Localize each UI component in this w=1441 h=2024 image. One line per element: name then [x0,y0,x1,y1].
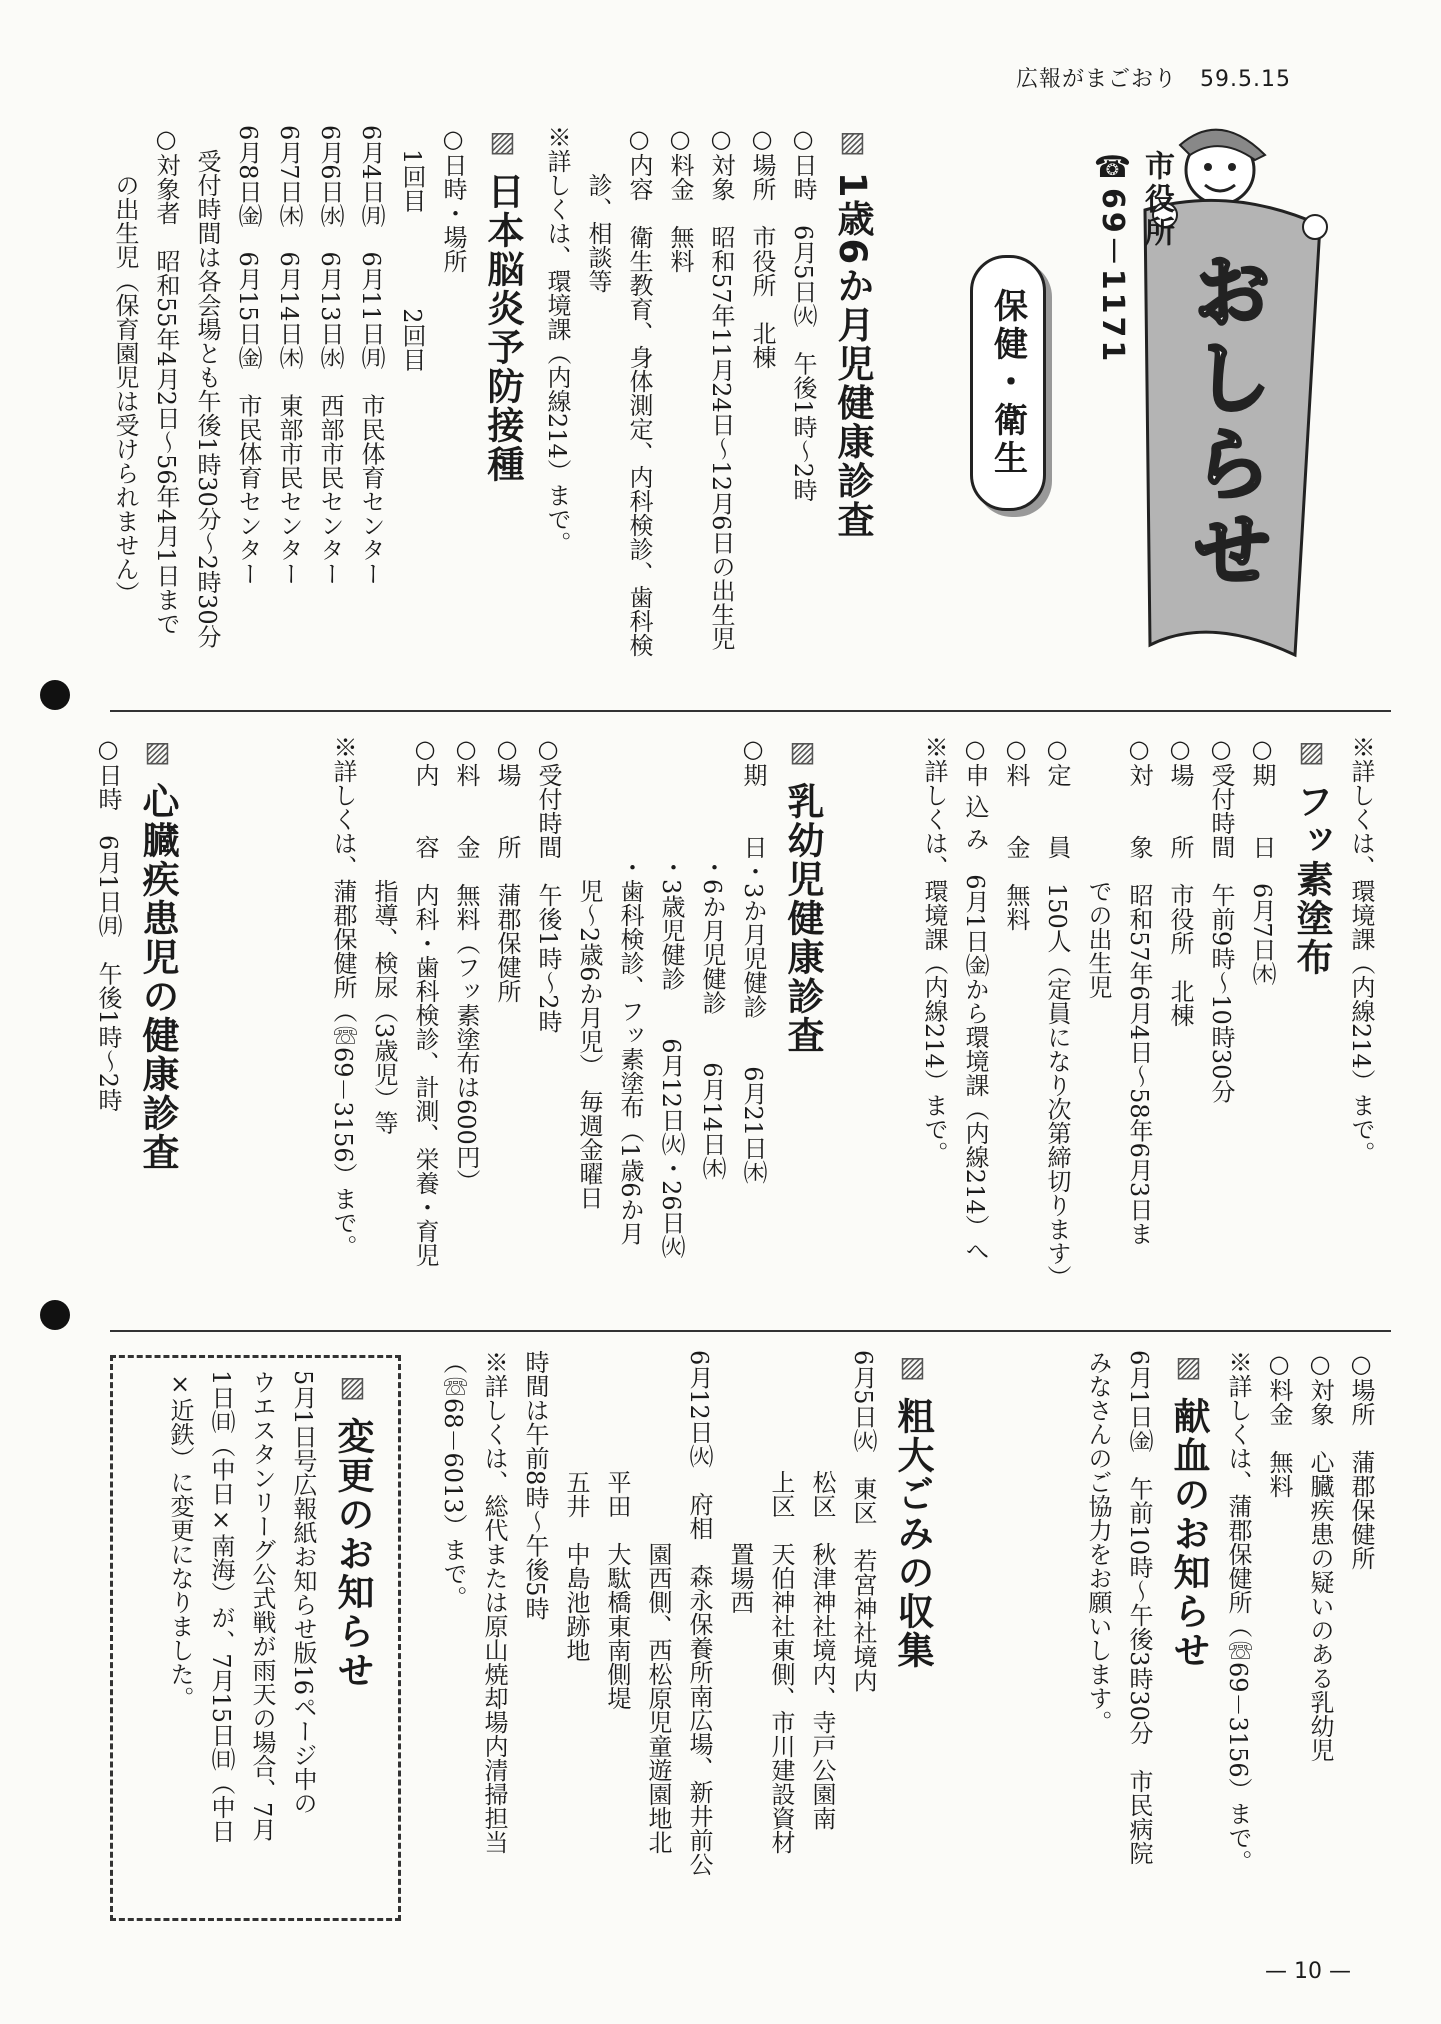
section-line: 5月1日号広報紙お知らせ版16ページ中の [289,1370,317,1816]
section-line: 6月12日㈫ 府相 森永保養所南広場、新井前公 [685,1350,713,1876]
section-line: ○対象者 昭和55年4月2日～56年4月1日まで [152,125,180,636]
section-line: ・歯科検診、フッ素塗布（1歳6か月 [616,735,644,1246]
section-encephalitis-vaccine [104,125,531,695]
section-line: ○内 容 内科・歯科検診、計測、栄養・育児 [411,735,439,1267]
section-line: ○場所 市役所 北棟 [748,125,776,369]
section-line: 6月6日㈬ 6月13日㈬ 西部市民センター [316,125,344,586]
section-line: ○対 象 昭和57年6月4日～58年6月3日ま [1125,735,1153,1246]
section-line: ウエスタンリーグ公式戦が雨天の場合、7月 [248,1370,276,1842]
section-line: （☏68－6013）まで。 [439,1350,467,1610]
section-line: ○内容 衛生教育、身体測定、内科検診、歯科検 [625,125,653,657]
section-heart-checkup [87,735,186,1315]
page-header: 広報がまごおり 59.5.15 [1016,67,1291,92]
section-line: 6月1日㈮ 午前10時～午後3時30分 市民病院 [1125,1350,1153,1865]
section-line: ※詳しくは、環境課（内線214）まで。 [920,735,948,1165]
banner-title: おしらせ [1179,250,1272,594]
section-line: ○対象 心臓疾患の疑いのある乳幼児 [1306,1350,1334,1762]
section-title: ▨ 変更のお知らせ [323,1370,381,1910]
section-line: 指導、検尿（3歳児）等 [370,735,398,1135]
section-line: 五井 中島池跡地 [562,1350,590,1662]
section-line: ○料 金 無料（フッ素塗布は600円） [452,735,480,1193]
section-line: 1日㈰（中日×南海）が、7月15日㈰（中日 [207,1370,235,1844]
section-line: ○料 金 無料 [1002,735,1030,931]
section-line: ○場 所 市役所 北棟 [1166,735,1194,1027]
office-name: 市役所 [1139,150,1174,249]
section-line: 6月5日㈫ 東区 若宮神社境内 [849,1350,877,1693]
divider [110,1330,1391,1332]
section-line: ○対象 昭和57年11月24日～12月6日の出生児 [707,125,735,651]
section-line: 6月4日㈪ 6月11日㈪ 市民体育センター [357,125,385,586]
section-change-notice [159,1370,381,1910]
section-line: 松区 秋津神社境内、寺戸公園南 [808,1350,836,1830]
category-label: 保健・衛生 [987,288,1028,478]
section-line: ○日時 6月5日㈫ 午後1時～2時 [789,125,817,503]
office-phone: ☎69－1171 [1095,150,1130,365]
section-line: の出生児（保育園児は受けられません） [111,125,139,605]
section-line: 診、相談等 [584,125,612,293]
section-title: ▨ 献血のお知らせ [1159,1350,1217,1930]
section-line: ○期 日・3か月児健診 6月21日㈭ [739,735,767,1185]
section-line: 児～2歳6か月児） 毎週金曜日 [575,735,603,1210]
binder-hole [40,680,70,710]
section-line: ・3歳児健診 6月12日㈫・26日㈫ [657,735,685,1259]
office-info [1090,150,1178,364]
section-line: ※詳しくは、環境課（内線214）まで。 [543,125,571,555]
section-title: ▨ 心臓疾患児の健康診査 [128,735,186,1315]
section-line: ○期 日 6月7日㈭ [1248,735,1276,986]
section-line: ○定 員 150人（定員になり次第締切ります） [1043,735,1071,1289]
section-fluoride [913,735,1381,1315]
binder-hole [40,1300,70,1330]
page-number: — 10 — [1265,1959,1351,1984]
section-line: 6月7日㈭ 6月14日㈭ 東部市民センター [275,125,303,586]
section-line: 園西側、西松原児童遊園地北 [644,1350,672,1854]
section-line: 平田 大駄橋東南側堤 [603,1350,631,1710]
section-line: ※詳しくは、総代または原山焼却場内清掃担当 [480,1350,508,1854]
section-line: 受付時間は各会場とも午後1時30分～2時30分 [193,125,221,649]
section-line: 上区 天伯神社東側、市川建設資材 [767,1350,795,1854]
section-title: ▨ 1歳6か月児健康診査 [823,125,881,695]
section-title: ▨ フッ素塗布 [1282,735,1340,1315]
section-line: ○日時 6月1日㈪ 午後1時～2時 [94,735,122,1113]
section-line: ※詳しくは、蒲郡保健所（☏69－3156）まで。 [329,735,357,1259]
section-line: での出生児 [1084,735,1112,999]
section-line: ○申 込 み 6月1日㈮から環境課（内線214）へ [961,735,989,1263]
section-line: ○受付時間 午前9時～10時30分 [1207,735,1235,1104]
section-bulk-garbage [432,1350,941,1930]
section-infant-checkup [322,735,831,1315]
section-blood-donation [1077,1350,1381,1930]
section-toddler-checkup [536,125,881,695]
section-line: 6月8日㈮ 6月15日㈮ 市民体育センター [234,125,262,586]
section-title: ▨ 粗大ごみの収集 [883,1350,941,1930]
section-title: ▨ 乳幼児健康診査 [773,735,831,1315]
section-line: ○料金 無料 [1265,1350,1293,1498]
section-line: 時間は午前8時～午後5時 [521,1350,549,1621]
category-badge [970,255,1046,511]
section-line: ×近鉄）に変更になりました。 [166,1370,194,1710]
section-line: ○場所 蒲郡保健所 [1347,1350,1375,1570]
section-line: みなさんのご協力をお願いします。 [1084,1350,1112,1734]
section-line: ○場 所 蒲郡保健所 [493,735,521,1003]
divider [110,710,1391,712]
section-line: ○受付時間 午後1時～2時 [534,735,562,1034]
section-line: ○日時・場所 [439,125,467,273]
section-line: ・6か月児健診 6月14日㈭ [698,735,726,1181]
section-title: ▨ 日本脳炎予防接種 [473,125,531,695]
section-line: ○料金 無料 [666,125,694,273]
section-line: 1回目 2回目 [398,125,426,372]
section-line: ※詳しくは、環境課（内線214）まで。 [1347,735,1375,1165]
section-line: 置場西 [726,1350,754,1614]
section-line: ※詳しくは、蒲郡保健所（☏69－3156）まで。 [1224,1350,1252,1874]
